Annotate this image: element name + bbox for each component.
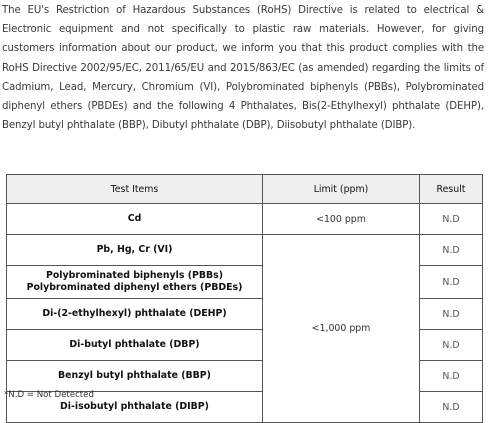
table-row <box>7 235 483 266</box>
test-item-cd: Cd <box>7 204 263 235</box>
test-item-dehp: Di-(2-ethylhexyl) phthalate (DEHP) <box>7 299 263 330</box>
table-header-row <box>7 175 483 204</box>
test-item-dbp: Di-butyl phthalate (DBP) <box>7 330 263 361</box>
test-item-bbp: Benzyl butyl phthalate (BBP) <box>7 361 263 392</box>
table-row <box>7 204 483 235</box>
test-item-pbde: Polybrominated diphenyl ethers (PBDEs) <box>26 282 243 293</box>
test-item-pb-hg-cr: Pb, Hg, Cr (VI) <box>7 235 263 266</box>
rohs-statement-paragraph: The EU's Restriction of Hazardous Substances (RoHS) Directive is related to electrical & Electronic equipment and not specifically to plastic raw materials. However, for giving customers information about our product, we inform you that this product complies with the RoHS Directive 2002/95/EC, 2011/65/EU and 2015/863/EC (as amended) regarding the limits of Cadmium, Lead, Mercury, Chromium (VI), Polybrominated biphenyls (PBBs), Polybrominated diphenyl ethers (PBDEs) and the following 4 Phthalates, Bis(2-Ethylhexyl) phthalate (DEHP), Benzyl butyl phthalate (BBP), Dibutyl phthalate (DBP), Diisobutyl phthalate (DIBP). <box>2 5 484 132</box>
result-pbb-pbde: N.D <box>420 266 483 299</box>
result-dibp: N.D <box>420 392 483 423</box>
header-result: Result <box>420 175 483 204</box>
limit-cd: <100 ppm <box>263 204 420 235</box>
result-dbp: N.D <box>420 330 483 361</box>
result-bbp: N.D <box>420 361 483 392</box>
result-cd: N.D <box>420 204 483 235</box>
footnote: *N.D = Not Detected <box>4 390 94 400</box>
limit-shared: <1,000 ppm <box>263 235 420 423</box>
test-item-pbb: Polybrominated biphenyls (PBBs) <box>45 270 224 281</box>
test-item-dibp: Di-isobutyl phthalate (DIBP) <box>7 392 263 423</box>
header-test-items: Test Items <box>7 175 263 204</box>
test-results-table <box>6 174 483 423</box>
test-item-pbb-pbde <box>7 266 263 299</box>
result-dehp: N.D <box>420 299 483 330</box>
result-pb-hg-cr: N.D <box>420 235 483 266</box>
header-limit: Limit (ppm) <box>263 175 420 204</box>
